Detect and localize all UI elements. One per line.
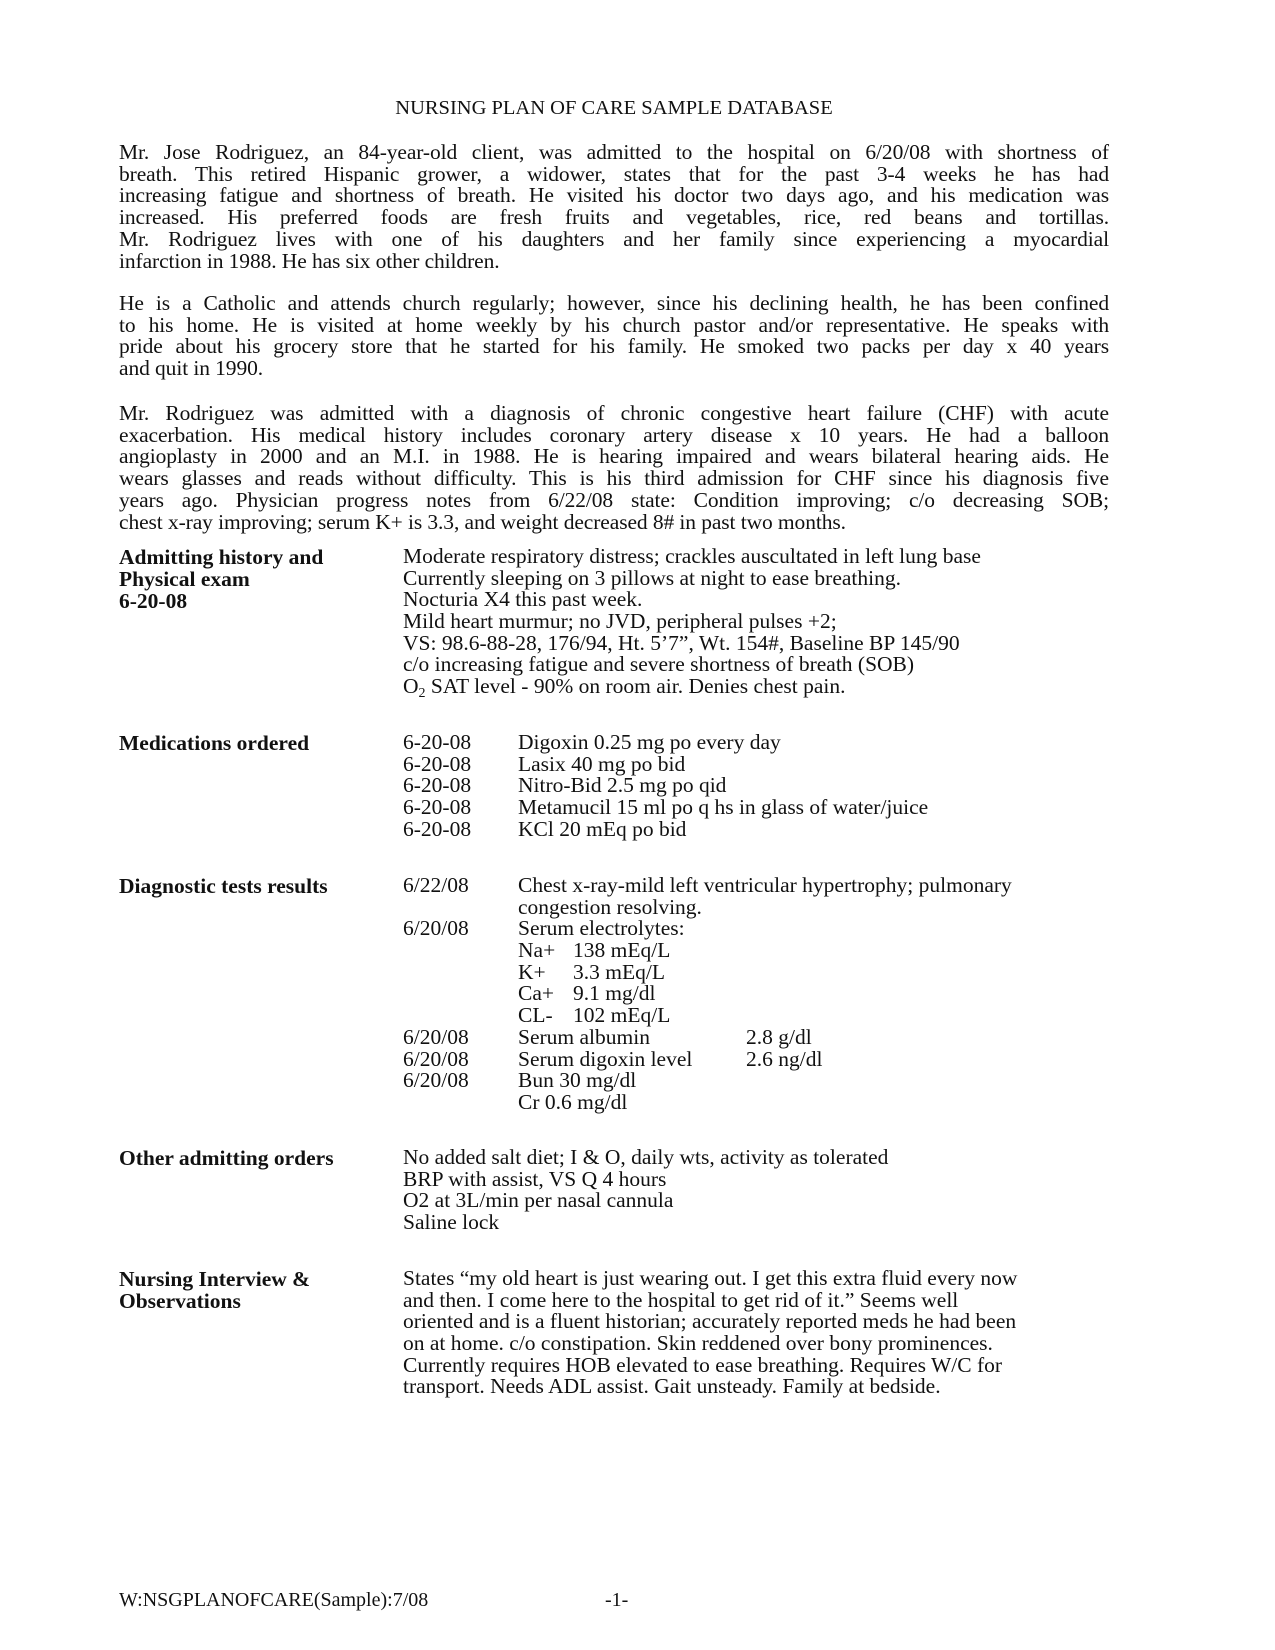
paragraph-line: exacerbation. His medical history includes coronary artery disease x 10 years. He had a balloon (119, 422, 1109, 447)
diagnostics-label: Diagnostic tests results (119, 874, 328, 898)
diagnostic-results (518, 875, 1012, 1114)
electrolyte-value: Ca+ 9.1 mg/dl (518, 981, 656, 1006)
paragraph-line: infarction in 1988. He has six other children. (119, 248, 500, 273)
electrolytes-heading: Serum electrolytes: (518, 916, 685, 941)
interview-line: on at home. c/o constipation. Skin reddened over bony prominences. (403, 1331, 993, 1356)
paragraph-line: angioplasty in 2000 and an M.I. in 1988. He is hearing impaired and wears bilateral hearing aids. He (119, 444, 1109, 469)
medication-date: 6-20-08 (403, 751, 472, 776)
order-line: O2 at 3L/min per nasal cannula (403, 1188, 674, 1213)
document-title: NURSING PLAN OF CARE SAMPLE DATABASE (395, 97, 833, 119)
exam-line: Moderate respiratory distress; crackles auscultated in left lung base (403, 544, 981, 568)
exam-line: c/o increasing fatigue and severe shortness of breath (SOB) (403, 652, 915, 677)
medication-order: Digoxin 0.25 mg po every day (518, 730, 781, 754)
digoxin-test: Serum digoxin level (518, 1046, 693, 1071)
diagnostic-date: 6/20/08 (403, 1024, 469, 1049)
exam-line: Mild heart murmur; no JVD, peripheral pulses +2; (403, 609, 837, 634)
exam-line: Currently sleeping on 3 pillows at night to ease breathing. (403, 565, 901, 590)
paragraph-line: Mr. Rodriguez lives with one of his daughters and her family since experiencing a myocardial (119, 226, 1109, 251)
admitting-history-content (403, 544, 981, 702)
interview-line: oriented and is a fluent historian; accurately reported meds he had been (403, 1309, 1017, 1334)
diagnostic-date: 6/22/08 (403, 873, 469, 897)
digoxin-value: 2.6 ng/dl (746, 1046, 823, 1071)
medication-date: 6-20-08 (403, 773, 472, 798)
electrolyte-value: K+ 3.3 mEq/L (518, 959, 665, 984)
interview-line: transport. Needs ADL assist. Gait unsteady. Family at bedside. (403, 1374, 941, 1399)
paragraph-line: chest x-ray improving; serum K+ is 3.3, and weight decreased 8# in past two months. (119, 509, 846, 534)
medication-date: 6-20-08 (403, 816, 472, 841)
paragraph-line: and quit in 1990. (119, 356, 264, 381)
albumin-value: 2.8 g/dl (746, 1024, 812, 1049)
intro-paragraph (119, 142, 1109, 272)
paragraph-line: breath. This retired Hispanic grower, a widower, states that for the past 3-4 weeks he has had (119, 161, 1109, 186)
paragraph-line: wears glasses and reads without difficulty. This is his third admission for CHF since his diagnosis five (119, 466, 1109, 491)
nursing-interview-label: Nursing Interview & Observations (119, 1267, 311, 1313)
interview-line: States “my old heart is just wearing out. I get this extra fluid every now (403, 1266, 1018, 1290)
albumin-test: Serum albumin (518, 1024, 650, 1049)
diagnostic-date: 6/20/08 (403, 1068, 469, 1093)
medication-order: Metamucil 15 ml po q hs in glass of water/juice (518, 795, 929, 820)
order-line: BRP with assist, VS Q 4 hours (403, 1166, 667, 1191)
footer-file-reference: W:NSGPLANOFCARE(Sample):7/08 (119, 1589, 429, 1611)
paragraph-line: increasing fatigue and shortness of breath. He visited his doctor two days ago, and his medication was (119, 183, 1109, 208)
other-orders-content (403, 1147, 888, 1234)
medication-order: Lasix 40 mg po bid (518, 751, 686, 776)
medication-order: Nitro-Bid 2.5 mg po qid (518, 773, 727, 798)
o2-sat-line: $O_2$ SAT level - 90% on room air. Denies chest pain. (403, 674, 846, 702)
medical-history-paragraph (119, 403, 1109, 533)
exam-line: Nocturia X4 this past week. (403, 587, 643, 612)
diagnostic-date: 6/20/08 (403, 916, 469, 941)
paragraph-line: to his home. He is visited at home weekly by his church pastor and/or representative. He speaks with (119, 312, 1109, 337)
paragraph-line: Mr. Rodriguez was admitted with a diagnosis of chronic congestive heart failure (CHF) with acute (119, 401, 1109, 425)
xray-result: Chest x-ray-mild left ventricular hypertrophy; pulmonary (518, 873, 1012, 897)
cr-test: Cr 0.6 mg/dl (518, 1089, 628, 1114)
bun-test: Bun 30 mg/dl (518, 1068, 637, 1093)
medication-orders (518, 732, 928, 840)
medication-date: 6-20-08 (403, 730, 472, 754)
admitting-history-label: Admitting history and Physical exam 6-20-08 (119, 545, 324, 613)
electrolyte-value: CL- 102 mEq/L (518, 1003, 671, 1028)
order-line: No added salt diet; I & O, daily wts, activity as tolerated (403, 1145, 889, 1169)
nursing-interview-content (403, 1268, 1017, 1398)
interview-line: Currently requires HOB elevated to ease breathing. Requires W/C for (403, 1352, 1003, 1377)
medication-order: KCl 20 mEq po bid (518, 816, 687, 841)
footer-page-number: -1- (605, 1589, 629, 1611)
interview-line: and then. I come here to the hospital to get rid of it.” Seems well (403, 1287, 959, 1312)
diagnostic-date: 6/20/08 (403, 1046, 469, 1071)
order-line: Saline lock (403, 1210, 500, 1235)
electrolyte-value: Na+ 138 mEq/L (518, 938, 671, 963)
paragraph-line: years ago. Physician progress notes from 6/22/08 state: Condition improving; c/o decreasing SOB; (119, 487, 1109, 512)
exam-line: VS: 98.6-88-28, 176/94, Ht. 5’7”, Wt. 154#, Baseline BP 145/90 (403, 630, 960, 655)
paragraph-line: increased. His preferred foods are fresh fruits and vegetables, rice, red beans and tortillas. (119, 205, 1109, 230)
diagnostic-values (746, 1024, 823, 1071)
medication-date: 6-20-08 (403, 795, 472, 820)
paragraph-line: Mr. Jose Rodriguez, an 84-year-old client, was admitted to the hospital on 6/20/08 with shortness of (119, 140, 1109, 164)
medications-label: Medications ordered (119, 731, 310, 755)
other-orders-label: Other admitting orders (119, 1146, 334, 1170)
medication-dates (403, 732, 471, 840)
paragraph-line: pride about his grocery store that he started for his family. He smoked two packs per day x 40 years (119, 334, 1109, 359)
diagnostic-dates (403, 875, 469, 1092)
paragraph-line: He is a Catholic and attends church regularly; however, since his declining health, he has been confined (119, 291, 1109, 315)
xray-result: congestion resolving. (518, 894, 702, 919)
social-history-paragraph (119, 293, 1109, 380)
